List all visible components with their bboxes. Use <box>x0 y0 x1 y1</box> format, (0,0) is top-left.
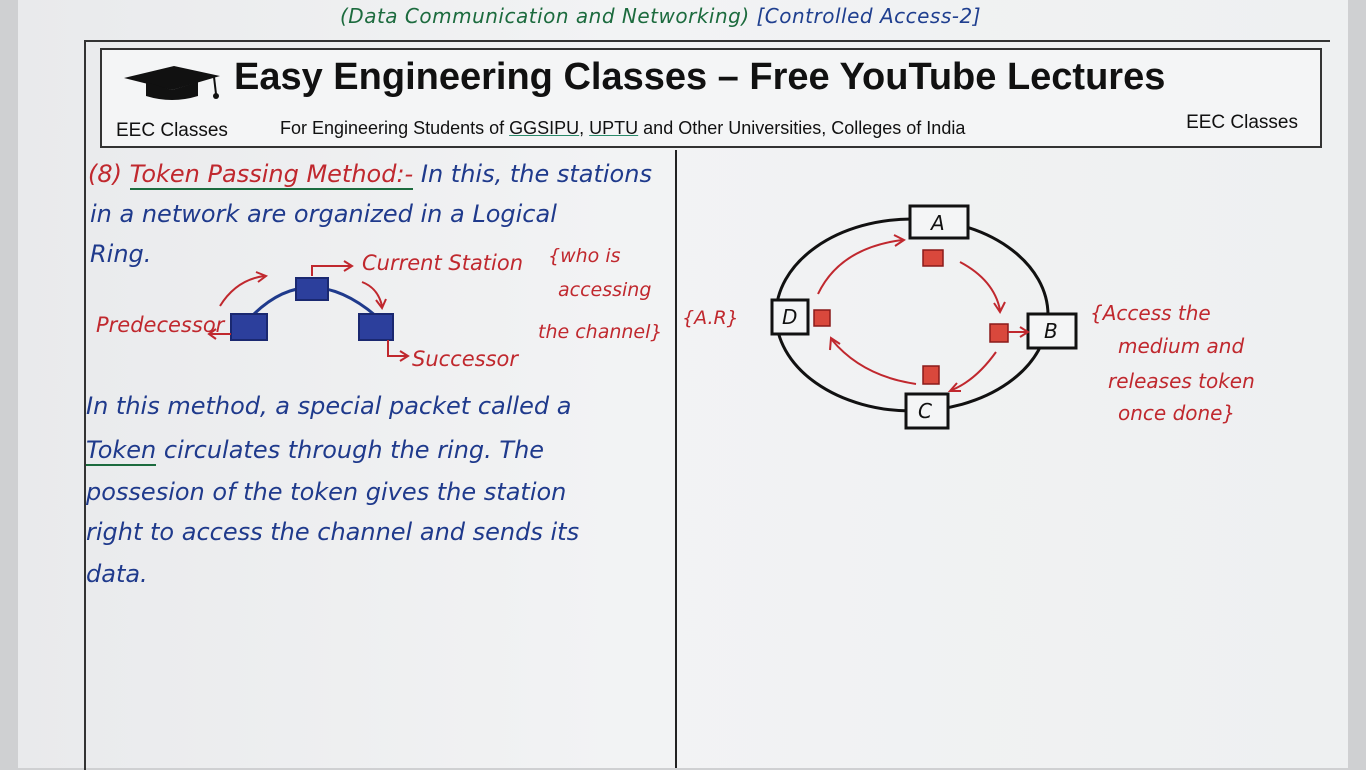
paragraph-line-2 <box>86 436 544 464</box>
topic-label: [Controlled Access-2] <box>756 4 982 28</box>
subtitle-suffix: and Other Universities, Colleges of India <box>638 118 966 138</box>
header-subtitle <box>280 118 965 139</box>
token-marker <box>814 310 830 326</box>
who-is-label: {who is <box>548 245 621 267</box>
heading-line-rest: In this, the stations <box>420 160 652 188</box>
note-line-2: in a network are organized in a Logical <box>90 200 557 228</box>
successor-station <box>359 314 393 340</box>
header-title: Easy Engineering Classes – Free YouTube Lectures <box>234 56 1166 98</box>
access-note-line-2: medium and <box>1118 334 1245 358</box>
accessing-label: accessing <box>558 279 652 301</box>
station-b-label: B <box>1044 319 1058 343</box>
token-ring-diagram <box>680 190 1320 450</box>
university-2: UPTU <box>589 118 639 138</box>
token-marker <box>990 324 1008 342</box>
access-note-line-4: once done} <box>1118 401 1236 425</box>
paragraph-line-4: right to access the channel and sends its <box>86 518 580 546</box>
current-station-label: Current Station <box>362 251 524 275</box>
the-channel-label: the channel} <box>538 321 663 343</box>
paragraph-line-5: data. <box>86 560 148 588</box>
subtitle-separator: , <box>579 118 590 138</box>
logical-ring-sketch <box>86 244 676 374</box>
university-1: GGSIPU <box>509 118 580 138</box>
predecessor-station <box>231 314 267 340</box>
graduation-cap-icon <box>122 62 222 102</box>
token-marker <box>923 250 943 266</box>
paragraph-line-3: possesion of the token gives the station <box>86 478 567 506</box>
point-number: (8) <box>88 160 122 188</box>
header-right-label: EEC Classes <box>1186 112 1298 133</box>
paragraph-line-2-rest: circulates through the ring. The <box>156 436 545 464</box>
access-note-line-3: releases token <box>1108 369 1255 393</box>
station-c-label: C <box>918 399 932 423</box>
station-a-label: A <box>931 211 945 235</box>
current-station <box>296 278 328 300</box>
access-rights-note: {A.R} <box>682 307 739 329</box>
subject-label: (Data Communication and Networking) <box>340 4 750 28</box>
note-line-3: Ring. <box>90 240 152 268</box>
heading-line <box>88 160 652 188</box>
header-banner <box>100 48 1322 148</box>
token-word: Token <box>86 436 157 464</box>
station-d-label: D <box>782 305 798 329</box>
subtitle-prefix: For Engineering Students of <box>280 118 510 138</box>
predecessor-label: Predecessor <box>96 313 225 337</box>
header-left-label: EEC Classes <box>116 120 228 141</box>
column-divider <box>675 150 677 768</box>
successor-label: Successor <box>412 347 519 371</box>
access-note-line-1: {Access the <box>1090 301 1211 325</box>
token-marker <box>923 366 939 384</box>
section-heading: Token Passing Method:- <box>129 160 414 188</box>
paragraph-line-1: In this method, a special packet called a <box>86 392 572 420</box>
top-note <box>340 4 981 28</box>
